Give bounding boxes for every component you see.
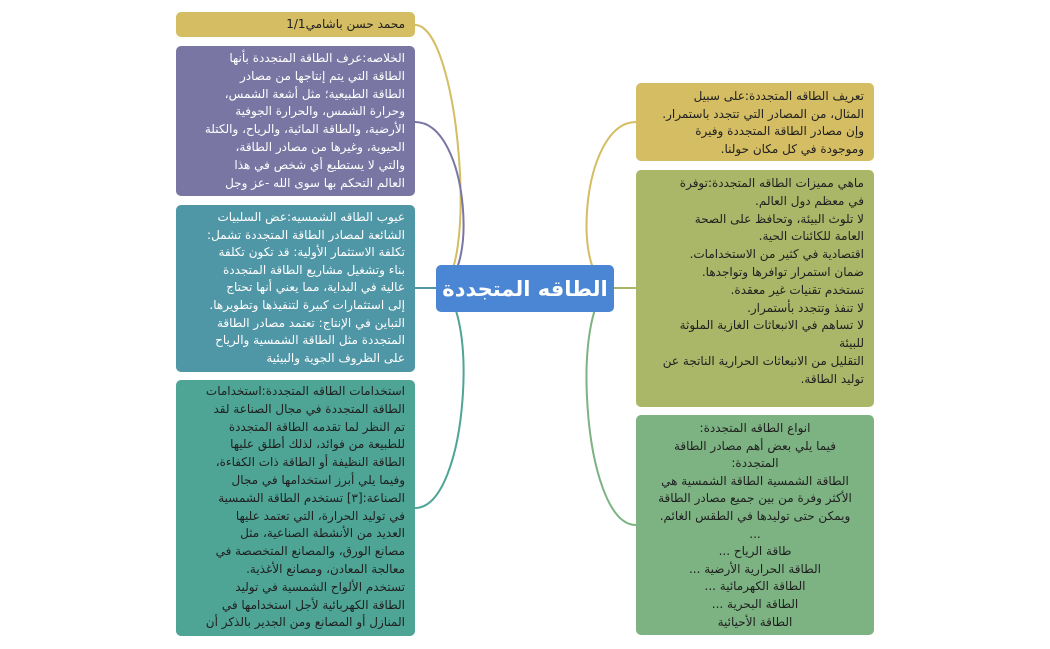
disadvantages-line: إلى استثمارات كبيرة لتنفيذها وتطويرها.: [209, 297, 405, 312]
features-line: للبيئة: [839, 336, 864, 351]
types-line: الطاقة الحرارية الأرضية ...: [688, 561, 822, 576]
connector-uses: [415, 288, 464, 508]
uses-line: الطاقة الكهربائية لأجل استخدامها في: [221, 597, 405, 612]
summary-line: وحرارة الشمس، والحرارة الجوفية: [235, 104, 405, 119]
uses-line: تم النظر لما تقدمه الطاقة المتجددة: [228, 419, 405, 434]
disadvantages-line: عالية في البداية، مما يعني أنها تحتاج: [226, 280, 405, 295]
uses-line: في توليد الحرارة، التي تعتمد عليها: [235, 508, 405, 523]
node-disadvantages[interactable]: [176, 205, 415, 372]
connector-definition: [587, 122, 636, 288]
summary-line: الطاقة التي يتم إنتاجها من مصادر: [239, 68, 405, 83]
summary-line: والتي لا يستطيع أي شخص في هذا: [234, 157, 405, 172]
summary-line: الأرضية، والطاقة المائية، والرياح، والكتلة: [204, 122, 405, 137]
summary-line: الطاقة الطبيعية؛ مثل أشعة الشمس،: [224, 86, 405, 101]
uses-line: المنازل أو المصانع ومن الجدير بالذكر أن: [205, 615, 405, 630]
disadvantages-line: عيوب الطاقه الشمسيه:عض السلبيات: [217, 210, 405, 224]
node-types[interactable]: [636, 415, 874, 635]
uses-line: الصناعة:[٣] تستخدم الطاقة الشمسية: [218, 490, 405, 505]
definition-line: وموجودة في كل مكان حولنا.: [720, 141, 864, 156]
central-topic-title: الطاقه المتجددة: [442, 276, 608, 301]
uses-line: استخدامات الطاقه المتجددة:استخدامات: [205, 384, 405, 398]
types-line: المتجددة:: [731, 456, 779, 471]
features-line: في معظم دول العالم.: [755, 193, 864, 208]
features-line: لا تنفذ وتتجدد بأستمرار.: [747, 300, 864, 315]
types-line: ...: [749, 526, 761, 541]
disadvantages-line: الشائعة لمصادر الطاقة المتجددة تشمل:: [207, 227, 405, 242]
features-line: اقتصادية في كثير من الاستخدامات.: [689, 247, 864, 262]
types-line: طاقة الرياح ...: [718, 544, 792, 559]
summary-line: العالم التحكم بها سوى الله -عز وجل: [225, 175, 405, 190]
types-line: الطاقة الأحيائية: [717, 614, 793, 629]
uses-line: الطاقة النظيفة أو الطاقة ذات الكفاءة،: [215, 455, 405, 470]
definition-line: المثال، من المصادر التي تتجدد باستمرار.: [662, 106, 864, 121]
uses-line: العديد من الأنشطة الصناعية، مثل: [240, 526, 405, 541]
central-topic[interactable]: [436, 265, 614, 312]
types-line: الطاقة البحرية ...: [711, 596, 799, 611]
connector-author: [415, 25, 461, 288]
disadvantages-line: تكلفة الاستثمار الأولية: قد تكون تكلفة: [218, 245, 405, 260]
definition-line: وإن مصادر الطاقة المتجددة وفيرة: [695, 124, 864, 138]
definition-line: تعريف الطاقه المتجددة:على سبيل: [693, 89, 864, 103]
types-line: فيما يلي بعض أهم مصادر الطاقة: [673, 438, 837, 453]
uses-line: تستخدم الألواح الشمسية في توليد: [235, 579, 405, 594]
features-line: ماهي مميزات الطاقه المتجددة:توفرة: [679, 176, 864, 190]
disadvantages-line: على الظروف الجوية والبيئية: [266, 350, 405, 365]
features-line: العامة للكائنات الحية.: [758, 229, 864, 244]
connector-summary: [415, 122, 464, 288]
uses-line: وفيما يلي أبرز استخدامها في مجال: [231, 472, 405, 487]
features-line: لا تلوث البيئة، وتحافظ على الصحة: [694, 211, 864, 226]
disadvantages-line: بناء وتشغيل مشاريع الطاقة المتجددة: [222, 262, 405, 277]
uses-line: معالجة المعادن، ومصانع الأغذية.: [246, 561, 405, 576]
features-line: توليد الطاقة.: [800, 371, 864, 386]
uses-line: مصانع الورق، والمصانع المتخصصة في: [215, 544, 405, 559]
features-line: تستخدم تقنيات غير معقدة.: [730, 282, 864, 297]
summary-line: الحيوية، وغيرها من مصادر الطاقة،: [235, 139, 405, 154]
uses-line: الطاقة المتجددة في مجال الصناعة لقد: [213, 401, 405, 416]
types-line: الطاقة الشمسية الطاقة الشمسية هي: [661, 473, 849, 488]
node-uses[interactable]: [176, 380, 415, 636]
uses-line: للطبيعة من فوائد، لذلك أطلق عليها: [230, 437, 405, 452]
summary-line: الخلاصه:عرف الطاقة المتجددة بأنها: [229, 51, 405, 65]
node-definition[interactable]: [636, 83, 874, 161]
features-line: ضمان استمرار توافرها وتواجدها.: [701, 264, 864, 279]
disadvantages-line: المتجددة مثل الطاقة الشمسية والرياح: [215, 333, 405, 348]
types-line: الطاقة الكهرمائية ...: [704, 579, 806, 594]
features-line: لا تساهم في الانبعاثات الغازية الملوثة: [679, 318, 864, 333]
types-line: الأكثر وفرة من بين جميع مصادر الطاقة: [658, 491, 852, 506]
types-line: انواع الطاقه المتجددة:: [699, 421, 811, 435]
node-author[interactable]: [176, 12, 415, 37]
features-line: التقليل من الانبعاثات الحرارية الناتجة عن: [662, 353, 864, 368]
node-features[interactable]: [636, 170, 874, 407]
types-line: ويمكن حتى توليدها في الطقس الغائم.: [659, 508, 851, 523]
connector-types: [587, 288, 636, 525]
node-summary[interactable]: [176, 46, 415, 196]
disadvantages-line: التباين في الإنتاج: تعتمد مصادر الطاقة: [216, 315, 405, 330]
author-line: محمد حسن باشامي1/1: [286, 17, 405, 31]
